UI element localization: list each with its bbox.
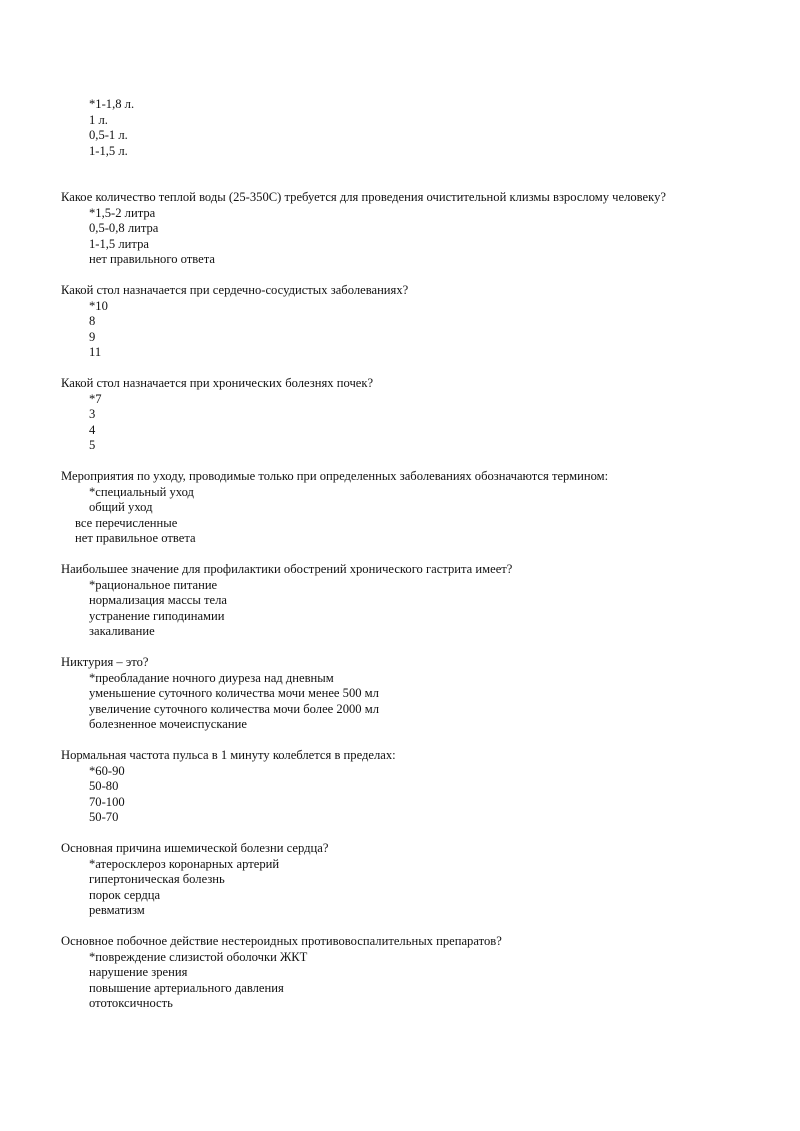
answer-option: 50-70: [89, 810, 119, 824]
question-text: Основное побочное действие нестероидных противовоспалительных препаратов?: [61, 934, 502, 948]
answer-option: ототоксичность: [89, 996, 173, 1010]
answer-option: гипертоническая болезнь: [89, 872, 225, 886]
answer-option: порок сердца: [89, 888, 161, 902]
answer-option: повышение артериального давления: [89, 981, 284, 995]
answer-option: все перечисленные: [75, 516, 178, 530]
answer-option: 5: [89, 438, 96, 452]
question-text: Нормальная частота пульса в 1 минуту колеблется в пределах:: [61, 748, 396, 762]
answer-option: 9: [89, 330, 96, 344]
answer-option: *специальный уход: [89, 485, 194, 499]
answer-option: 1-1,5 л.: [89, 144, 128, 158]
answer-option: ревматизм: [89, 903, 145, 917]
answer-option: *1-1,8 л.: [89, 97, 135, 111]
question-text: Какое количество теплой воды (25-350С) требуется для проведения очистительной клизмы взрослому человеку?: [61, 190, 666, 204]
answer-option: 1-1,5 литра: [89, 237, 149, 251]
answer-option: 11: [89, 345, 102, 359]
question-text: Какой стол назначается при хронических болезнях почек?: [61, 376, 374, 390]
answer-option: 4: [89, 423, 96, 437]
question-text: Никтурия – это?: [61, 655, 149, 669]
question-text: Наибольшее значение для профилактики обострений хронического гастрита имеет?: [61, 562, 513, 576]
answer-option: *повреждение слизистой оболочки ЖКТ: [89, 950, 308, 964]
answer-option: *рациональное питание: [89, 578, 218, 592]
question-text: Какой стол назначается при сердечно-сосудистых заболеваниях?: [61, 283, 409, 297]
answer-option: *7: [89, 392, 102, 406]
answer-option: нарушение зрения: [89, 965, 188, 979]
answer-option: *атеросклероз коронарных артерий: [89, 857, 280, 871]
answer-option: 0,5-1 л.: [89, 128, 128, 142]
answer-option: увеличение суточного количества мочи более 2000 мл: [89, 702, 380, 716]
question-text: Основная причина ишемической болезни сердца?: [61, 841, 329, 855]
answer-option: устранение гиподинамии: [89, 609, 225, 623]
answer-option: *1,5-2 литра: [89, 206, 156, 220]
answer-option: болезненное мочеиспускание: [89, 717, 247, 731]
answer-option: *преобладание ночного диуреза над дневным: [89, 671, 334, 685]
answer-option: *10: [89, 299, 108, 313]
answer-option: 70-100: [89, 795, 125, 809]
answer-option: уменьшение суточного количества мочи менее 500 мл: [89, 686, 379, 700]
answer-option: закаливание: [89, 624, 155, 638]
answer-option: *60-90: [89, 764, 125, 778]
answer-option: 0,5-0,8 литра: [89, 221, 159, 235]
answer-option: 8: [89, 314, 96, 328]
question-text: Мероприятия по уходу, проводимые только при определенных заболеваниях обозначаются термином:: [61, 469, 609, 483]
answer-option: нет правильное ответа: [75, 531, 196, 545]
answer-option: нормализация массы тела: [89, 593, 227, 607]
answer-option: 3: [89, 407, 96, 421]
answer-option: общий уход: [89, 500, 153, 514]
answer-option: 1 л.: [89, 113, 108, 127]
answer-option: 50-80: [89, 779, 119, 793]
answer-option: нет правильного ответа: [89, 252, 215, 266]
